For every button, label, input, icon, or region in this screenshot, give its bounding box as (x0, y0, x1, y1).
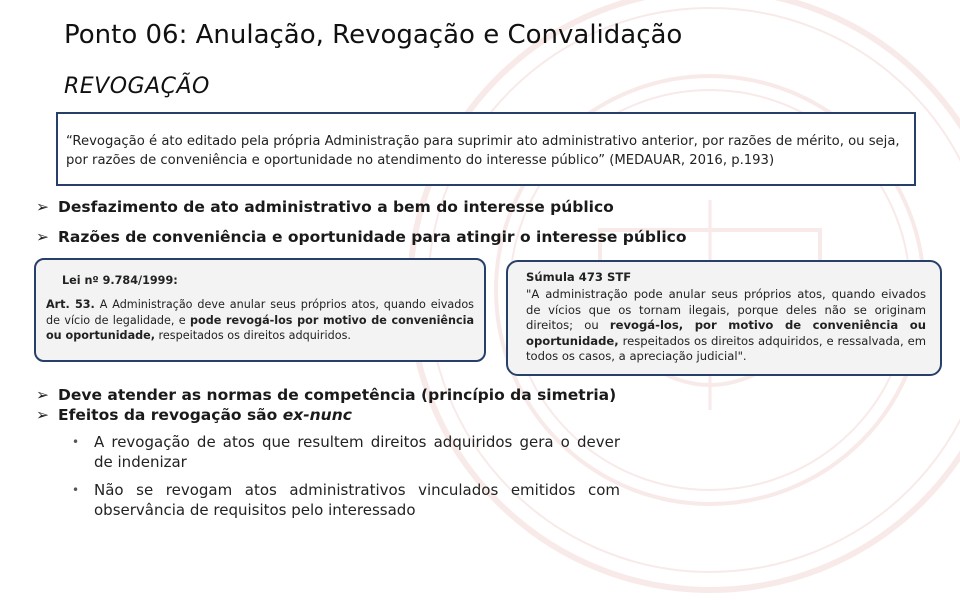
law-text-before: A Administração deve anular seus próprios atos, quando eivados de vício de legalidade, e (46, 298, 474, 327)
sumula-text-before: "A administração pode anular seus próprios atos, quando eivados de vícios que os tornam ilegais, porque deles não se originam direitos; ou (526, 287, 926, 333)
bullet-emphasis: ex-nunc (282, 406, 352, 424)
definition-quote-box (56, 112, 916, 186)
sumula-body (526, 287, 926, 365)
law-article-box (34, 258, 486, 362)
sumula-text-emphasis: revogá-los, por motivo de conveniência ou oportunidade, (526, 318, 926, 348)
page-title: Ponto 06: Anulação, Revogação e Convalidação (64, 20, 683, 50)
bullet-item (36, 228, 686, 246)
sumula-box (506, 260, 942, 376)
bullet-text: Deve atender as normas de competência (princípio da simetria) (58, 386, 617, 404)
sumula-heading: Súmula 473 STF (526, 270, 632, 284)
sub-bullet-item (72, 480, 620, 520)
arrow-bullet-icon: ➢ (36, 228, 49, 246)
law-box-heading: Lei nº 9.784/1999: (62, 274, 178, 287)
dot-bullet-icon: • (72, 435, 80, 449)
sub-bullet-text: A revogação de atos que resultem direitos adquiridos gera o dever de indenizar (94, 433, 620, 471)
bullet-text: Efeitos da revogação são (58, 406, 278, 424)
arrow-bullet-icon: ➢ (36, 406, 49, 424)
law-text-emphasis: pode revogá-los por motivo de conveniência ou oportunidade, (46, 313, 474, 342)
arrow-bullet-icon: ➢ (36, 198, 49, 216)
bullet-item (36, 198, 614, 216)
sumula-text-after: respeitados os direitos adquiridos, e ressalvada, em todos os casos, a apreciação judicial". (526, 333, 927, 364)
bullet-text: Desfazimento de ato administrativo a bem do interesse público (58, 198, 614, 216)
law-box-body (46, 297, 474, 344)
bullet-text: Razões de conveniência e oportunidade para atingir o interesse público (58, 228, 687, 246)
definition-quote-text: “Revogação é ato editado pela própria Administração para suprimir ato administrativo anterior, por razões de mérito, ou seja, por razões de conveniência e oportunidade no atendimento do interesse público” (MEDAUAR, 2016, p.193) (66, 134, 900, 168)
section-subtitle: REVOGAÇÃO (64, 74, 210, 99)
law-text-after: respeitados os direitos adquiridos. (158, 329, 351, 342)
sub-bullet-item (72, 432, 620, 472)
article-label: Art. 53. (46, 298, 95, 311)
bullet-item (36, 386, 616, 404)
arrow-bullet-icon: ➢ (36, 386, 49, 404)
sub-bullet-text: Não se revogam atos administrativos vinculados emitidos com observância de requisitos pelo interessado (94, 481, 620, 519)
bullet-item (36, 406, 352, 424)
dot-bullet-icon: • (72, 483, 80, 497)
